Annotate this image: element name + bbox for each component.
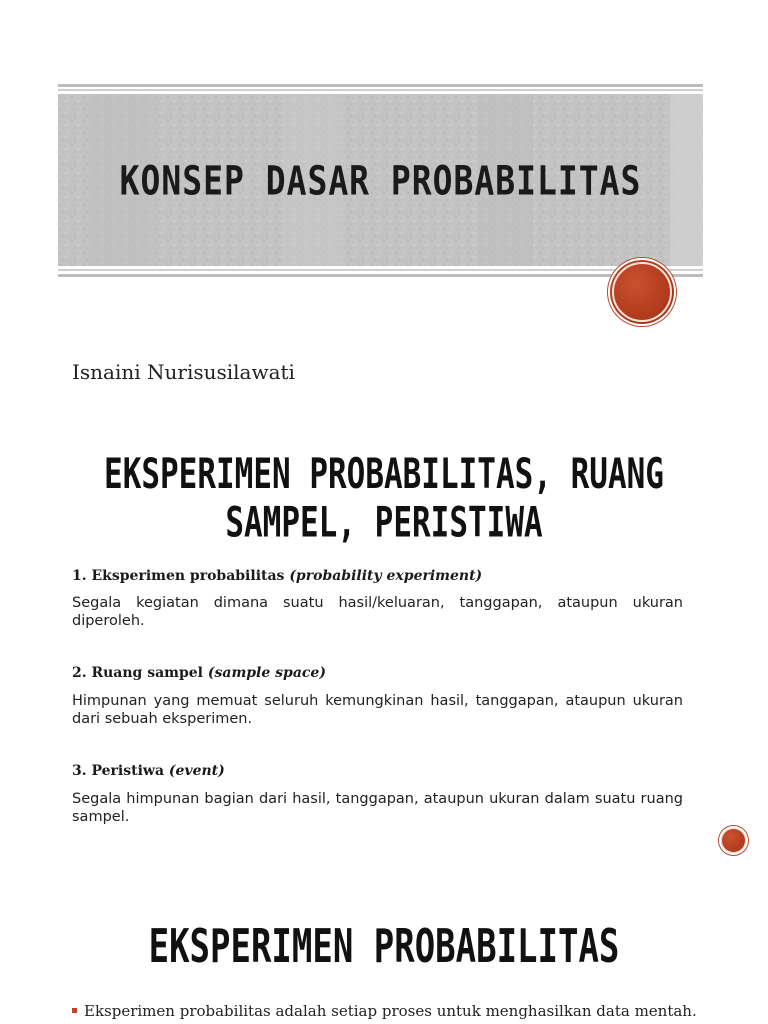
author-name: Isnaini Nurisusilawati xyxy=(72,360,295,384)
title-slide xyxy=(0,0,768,416)
definition-text: Segala kegiatan dimana suatu hasil/keluaran, tanggapan, ataupun ukuran diperoleh. xyxy=(72,595,683,629)
heading-line-1: EKSPERIMEN PROBABILITAS, RUANG xyxy=(104,449,664,499)
banner-bottom-rule-thin xyxy=(58,269,703,271)
definition-term xyxy=(72,665,326,681)
heading-line-2: SAMPEL, PERISTIWA xyxy=(225,498,543,548)
slide-heading: EKSPERIMEN PROBABILITAS xyxy=(148,919,620,974)
bullet-item xyxy=(72,1002,712,1020)
bullet-text: Eksperimen probabilitas adalah setiap proses untuk menghasilkan data mentah. xyxy=(84,1002,697,1020)
presentation-title: KONSEP DASAR PROBABILITAS xyxy=(119,156,642,204)
definition-text: Segala himpunan bagian dari hasil, tanggapan, ataupun ukuran dalam suatu ruang sampel. xyxy=(72,791,683,825)
slide-heading xyxy=(0,449,768,551)
definition-text: Himpunan yang memuat seluruh kemungkinan hasil, tanggapan, ataupun ukuran dari sebuah eksperimen. xyxy=(72,693,683,727)
title-banner xyxy=(58,84,703,278)
term-label: 2. Ruang sampel xyxy=(72,665,203,681)
term-translation: (event) xyxy=(168,763,225,779)
experiment-slide xyxy=(0,872,768,1024)
definition-term xyxy=(72,568,482,584)
red-circle-icon xyxy=(608,258,676,326)
banner-bottom-rule xyxy=(58,274,703,277)
red-circle-icon xyxy=(719,826,748,855)
term-translation: (probability experiment) xyxy=(289,568,483,584)
definitions-slide xyxy=(0,416,768,872)
definition-term xyxy=(72,763,225,779)
bullet-square-icon xyxy=(72,1008,77,1013)
term-translation: (sample space) xyxy=(207,665,326,681)
term-label: 3. Peristiwa xyxy=(72,763,165,779)
term-label: 1. Eksperimen probabilitas xyxy=(72,568,285,584)
